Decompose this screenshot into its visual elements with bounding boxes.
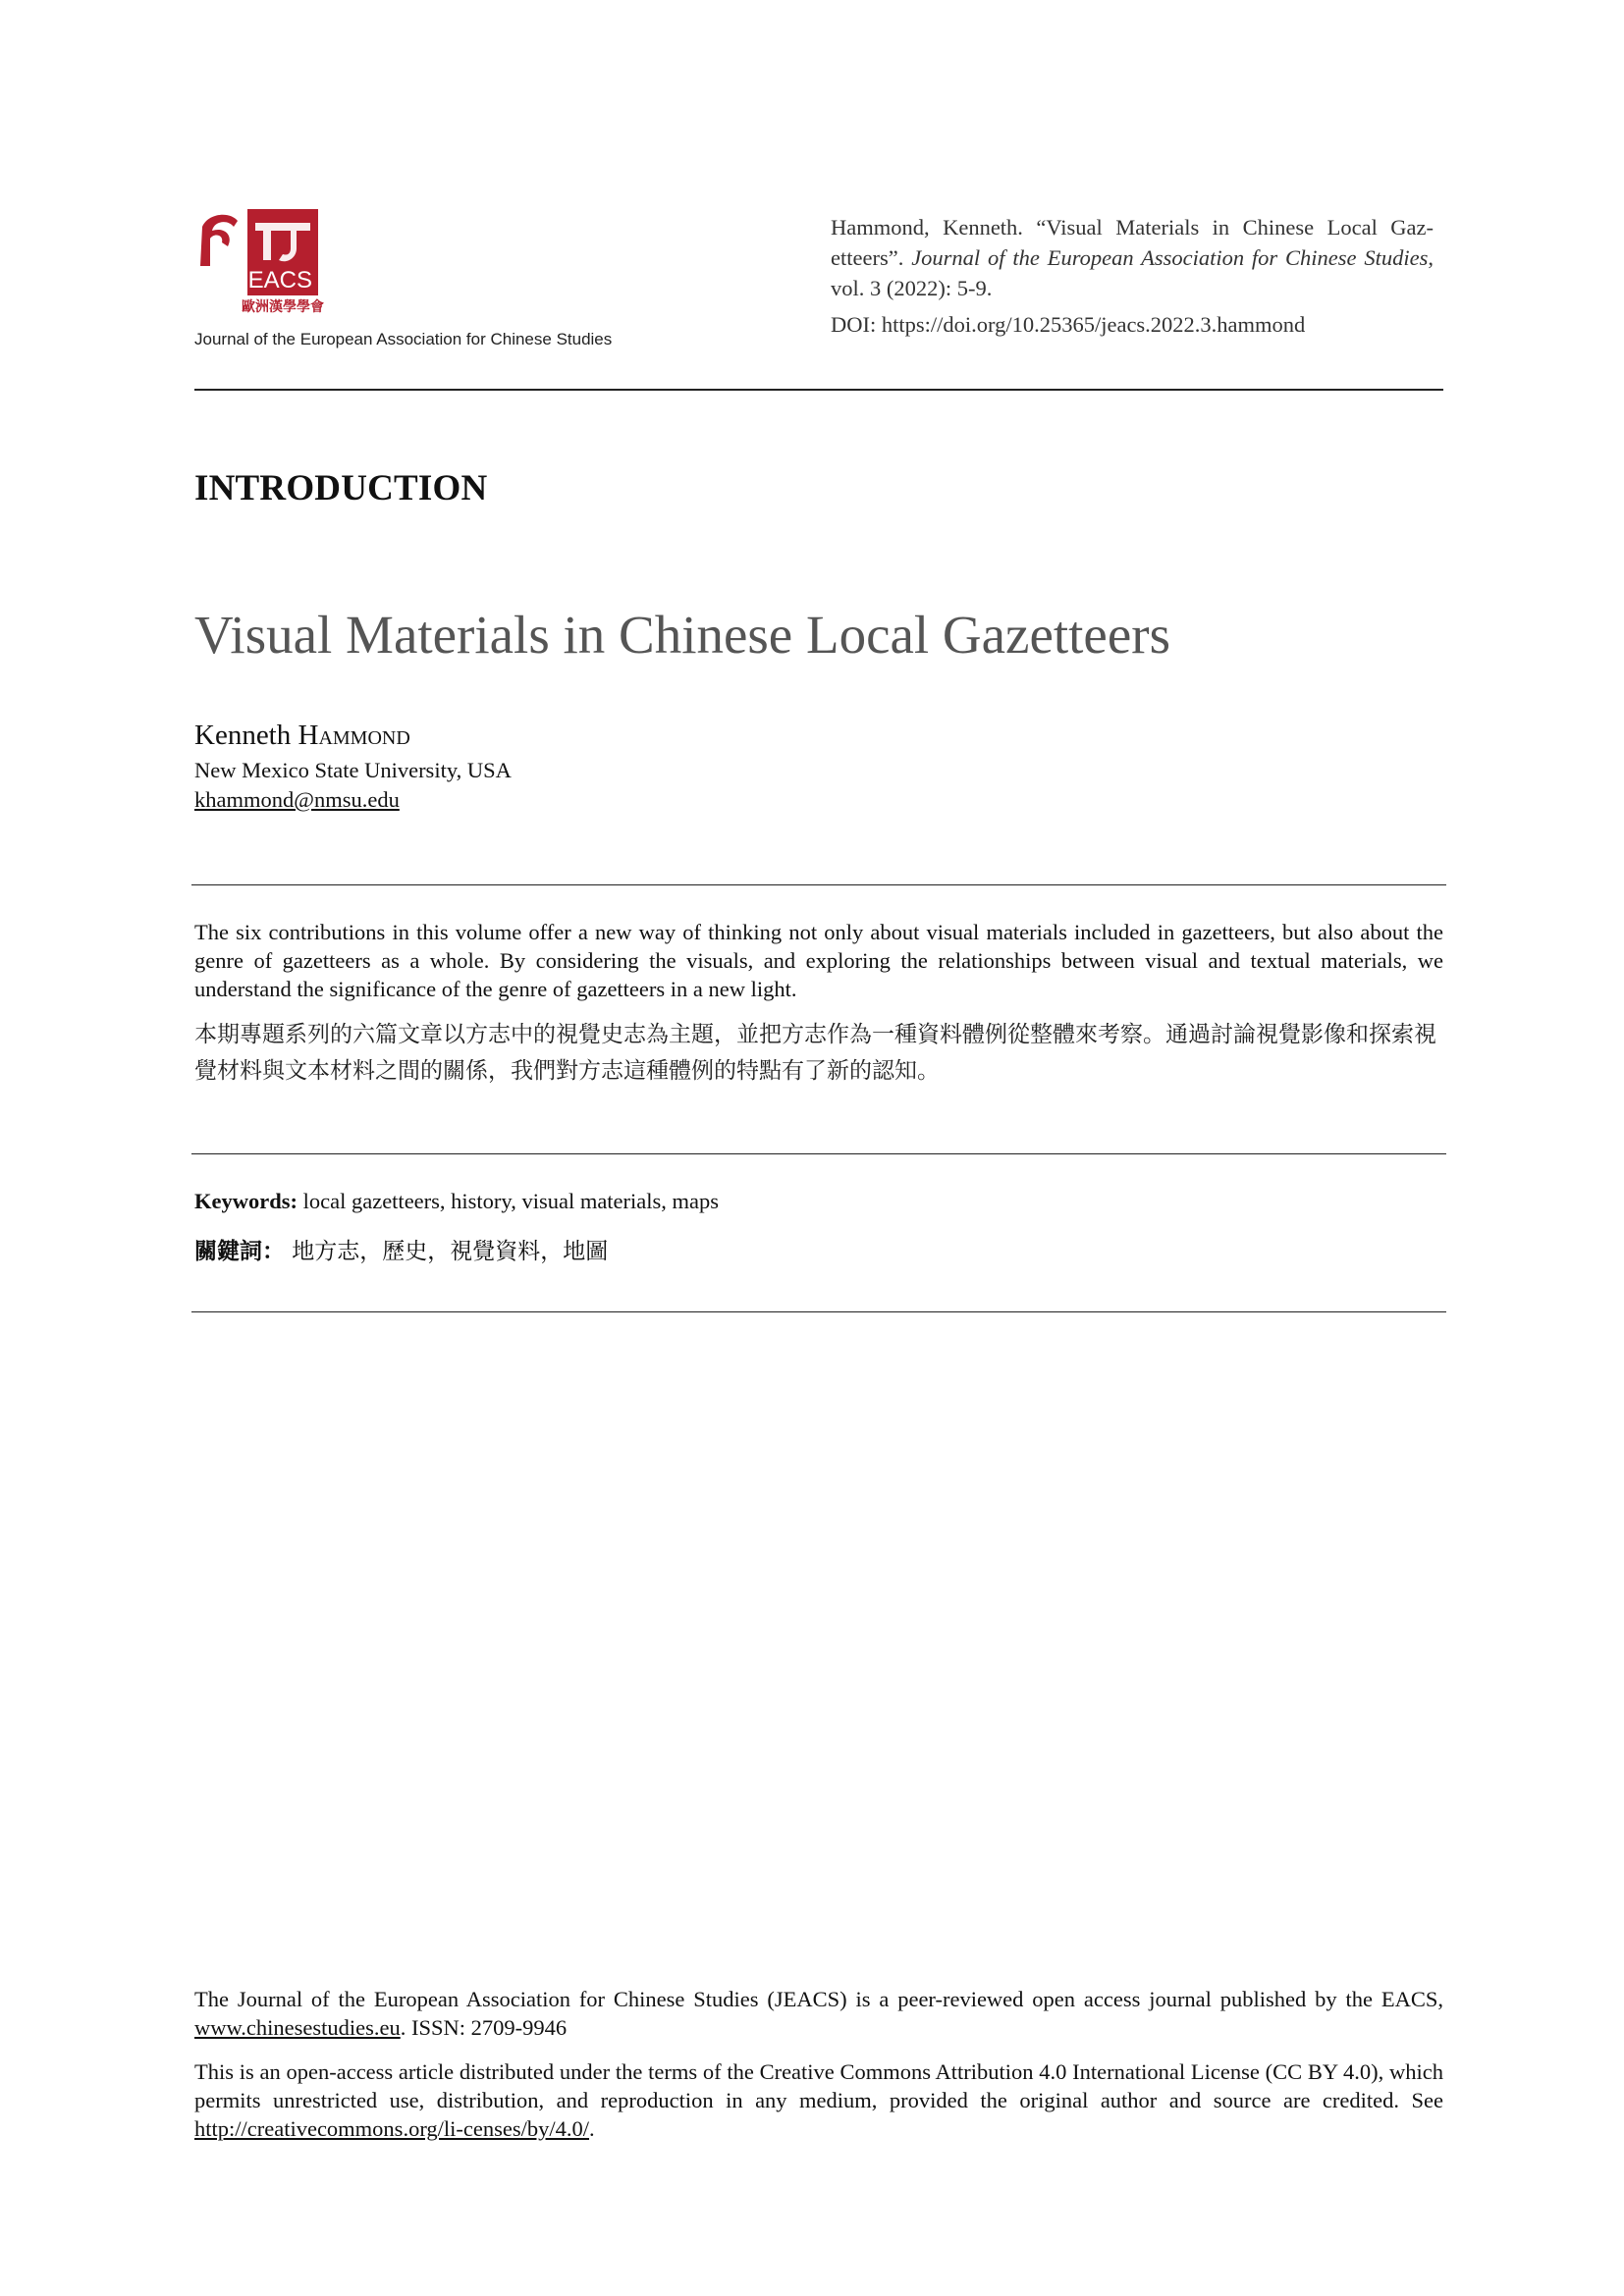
section-label: INTRODUCTION <box>194 468 488 508</box>
license-link[interactable]: http://creativecommons.org/li-censes/by/4.0/ <box>194 2116 590 2141</box>
journal-subtitle: Journal of the European Association for Chinese Studies <box>194 330 613 348</box>
abstract-top-divider <box>191 884 1446 885</box>
author-affiliation: New Mexico State University, USA <box>194 758 512 782</box>
license-note <box>194 2057 1443 2143</box>
keywords-zh-list: 地方志，歷史，視覺資料，地圖 <box>285 1239 609 1264</box>
citation-pre: Hammond, Kenneth. “Visual Materials in Chinese Local Gaz-etteers”. <box>831 215 1434 270</box>
doi[interactable]: DOI: https://doi.org/10.25365/jeacs.2022.3.hammond <box>831 312 1306 337</box>
eacs-logo-icon <box>194 209 332 319</box>
citation-post: , vol. 3 (2022): 5-9. <box>831 245 1435 300</box>
citation-journal: Journal of the European Association for Chinese Studies <box>911 245 1429 270</box>
license-pre: This is an open-access article distributed under the terms of the Creative Commons Attribution 4.0 International License (CC BY 4.0), which permits unrestricted use, distribution, and reproduction in any medium, provided the original author and source are credited. See <box>194 2059 1443 2112</box>
abstract-en: The six contributions in this volume offer a new way of thinking not only about visual materials included in gazetteers, but also about the genre of gazetteers as a whole. By considering the visuals, and exploring the relationships between visual and textual materials, we understand the significance of the genre of gazetteers in a new light. <box>194 920 1443 1001</box>
logo-acronym: EACS <box>247 267 312 294</box>
keywords-zh <box>194 1233 608 1265</box>
author-email[interactable]: khammond@nmsu.edu <box>194 787 400 812</box>
logo-glyph-left <box>200 215 238 266</box>
keywords-label: Keywords: <box>194 1189 298 1213</box>
journal-note <box>194 1985 1443 2042</box>
author-given: Kenneth <box>194 720 298 751</box>
keywords-list: local gazetteers, history, visual materials, maps <box>298 1189 720 1213</box>
journal-website-link[interactable]: www.chinesestudies.eu <box>194 2015 401 2040</box>
keywords-en <box>194 1189 719 1214</box>
author-name <box>194 720 410 752</box>
keywords-zh-label: 關鍵詞： <box>194 1239 285 1264</box>
license-post: . <box>589 2116 595 2141</box>
abstract-zh: 本期專題系列的六篇文章以方志中的視覺史志為主題，並把方志作為一種資料體例從整體來考察。通過討論視覺影像和探索視覺材料與文本材料之間的關係，我們對方志這種體例的特點有了新的認知。 <box>194 1022 1436 1084</box>
logo-chinese: 歐洲漢學學會 <box>242 299 324 315</box>
article-title: Visual Materials in Chinese Local Gazetteers <box>194 605 1170 665</box>
header-divider <box>194 389 1443 391</box>
journal-note-post: . ISSN: 2709-9946 <box>400 2015 568 2040</box>
author-family: Hammond <box>298 720 410 751</box>
keywords-bottom-divider <box>191 1311 1446 1312</box>
journal-note-pre: The Journal of the European Association for Chinese Studies (JEACS) is a peer-reviewed open access journal published by the EACS, <box>194 1987 1443 2011</box>
keywords-top-divider <box>191 1153 1446 1154</box>
eacs-logo <box>194 209 332 319</box>
citation <box>831 212 1434 303</box>
